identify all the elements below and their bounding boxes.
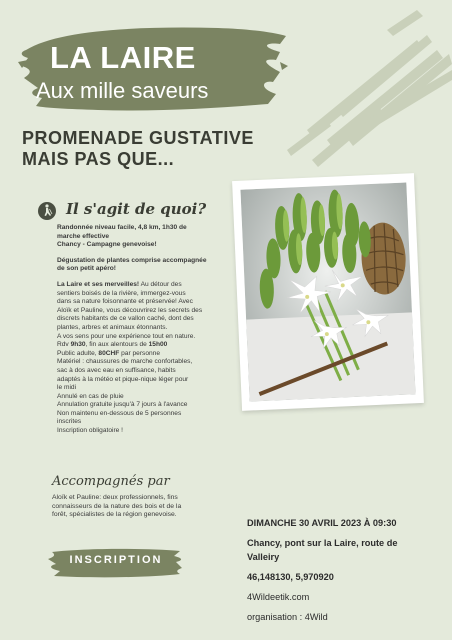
photo-frame [232,173,424,411]
info-line: Randonnée niveau facile, 4,8 km, 1h30 de [57,224,187,231]
info-line: Dégustation de plantes comprise accompagnée [57,256,207,264]
event-website-link[interactable]: 4Wildeetik.com [247,592,310,602]
info-line: Inscription obligatoire ! [57,427,123,435]
info-lead: La Laire et ses merveilles! [57,280,140,288]
info-line: Chancy - Campagne genevoise! [57,241,157,249]
info-line: Annulation gratuite jusqu'à 7 jours à l'avance [57,401,188,409]
inscription-button[interactable]: INSCRIPTION [69,554,163,566]
info-line: dans sa nature foisonnante et préservée! Avec [57,298,193,306]
info-line: le midi [57,384,77,392]
info-line: de son petit apéro! [57,265,116,273]
event-place-line-1: Chancy, pont sur la Laire, route de [247,538,398,548]
headline-line-1: PROMENADE GUSTATIVE [22,128,254,148]
event-date: DIMANCHE 30 AVRIL 2023 À 09:30 [247,518,397,528]
info-line: sentiers boisés de la rivière, immergez-vous [57,289,186,297]
headline [22,128,252,170]
info-paragraph-2 [57,257,237,274]
info-line: plantes, arbres et animaux étonnants. [57,323,168,331]
info-line: Aloïk et Pauline, vous découvrirez les secrets des [57,306,203,314]
info-line: marche effective [57,232,110,240]
info-line: Non maintenu en-dessous de 5 personnes [57,409,182,417]
accompanied-title: Accompagnés par [52,474,170,489]
info-line: discrets habitants de ce vallon caché, dont des [57,315,194,323]
event-coordinates: 46,148130, 5,970920 [247,572,334,582]
info-line: Matériel : chaussures de marche confortables, [57,358,193,366]
accompanied-line: forêt, spécialistes de la région genevoise. [52,511,177,519]
decorative-stripes [267,10,452,170]
info-line: A vos sens pour une expérience tout en nature. [57,332,196,340]
info-line: adaptés à la météo et pique-nique léger pour [57,375,189,383]
info-public: Public adulte, 80CHF par personne [57,349,161,357]
page-title: LA LAIRE [50,40,196,75]
accompanied-text [52,494,222,520]
event-details [247,516,437,624]
hiker-icon [38,202,56,220]
headline-line-2: MAIS PAS QUE... [22,149,175,169]
event-organisation: organisation : 4Wild [247,612,328,622]
info-section-title: Il s'agit de quoi? [66,200,207,218]
info-paragraph-3 [57,281,237,436]
info-rdv: Rdv 9h30, fin aux alentours de 15h00 [57,341,168,349]
info-line: sac à dos avec eau en suffisance, habits [57,366,176,374]
info-line: Annulé en cas de pluie [57,392,124,400]
info-text [57,224,237,436]
event-place-line-2: Valleiry [247,552,280,562]
page-subtitle: Aux mille saveurs [36,78,209,103]
info-paragraph-1 [57,224,237,250]
plants-photo [240,182,415,401]
info-line: inscrites [57,418,82,426]
info-line: Au détour des [139,280,182,288]
accompanied-line: connaisseurs de la nature des bois et de la [52,502,182,510]
accompanied-line: Aloïk et Pauline: deux professionnels, fins [52,494,178,501]
